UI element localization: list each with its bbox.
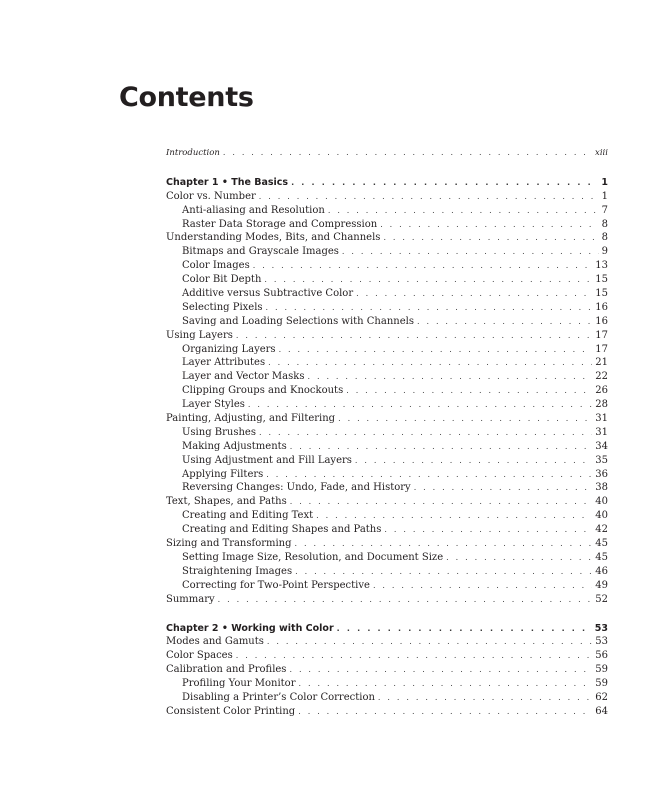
dot-leader bbox=[295, 565, 592, 579]
toc-page-number: 35 bbox=[595, 454, 608, 466]
toc-subentry[interactable] bbox=[166, 287, 608, 301]
toc-entry-label: Color Bit Depth bbox=[182, 274, 262, 286]
dot-leader bbox=[253, 259, 593, 273]
toc-entry-label: Raster Data Storage and Compression bbox=[182, 218, 378, 230]
toc-subentry[interactable] bbox=[166, 551, 608, 565]
dot-leader bbox=[337, 622, 592, 636]
dot-leader bbox=[328, 204, 599, 218]
toc-subentry[interactable] bbox=[166, 398, 608, 412]
dot-leader bbox=[298, 705, 592, 719]
toc-page-number: 15 bbox=[595, 288, 608, 300]
dot-leader bbox=[355, 454, 592, 468]
page-title: Contents bbox=[119, 82, 254, 113]
chapter-2-entries bbox=[166, 635, 608, 718]
toc-entry-label: Text, Shapes, and Paths bbox=[166, 496, 287, 508]
toc-page-number: 7 bbox=[601, 204, 608, 216]
toc-subentry[interactable] bbox=[166, 565, 608, 579]
dot-leader bbox=[264, 273, 592, 287]
toc-entry-label: Calibration and Profiles bbox=[166, 664, 287, 676]
dot-leader bbox=[380, 218, 598, 232]
toc-entry-label: Layer and Vector Masks bbox=[182, 371, 305, 383]
toc-page-number: 52 bbox=[595, 593, 608, 605]
dot-leader bbox=[346, 384, 592, 398]
toc-subentry[interactable] bbox=[166, 245, 608, 259]
toc-entry-label: Organizing Layers bbox=[182, 343, 276, 355]
toc-page-number: 34 bbox=[595, 440, 608, 452]
toc-entry[interactable] bbox=[166, 329, 608, 343]
toc-entry-label: Creating and Editing Shapes and Paths bbox=[182, 524, 382, 536]
toc-entry-label: Clipping Groups and Knockouts bbox=[182, 385, 344, 397]
toc-entry-label: Using Adjustment and Fill Layers bbox=[182, 454, 352, 466]
toc-subentry[interactable] bbox=[166, 440, 608, 454]
toc-page-number: 1 bbox=[601, 190, 608, 202]
toc-page-number: 16 bbox=[595, 301, 608, 313]
toc-subentry[interactable] bbox=[166, 301, 608, 315]
toc-subentry[interactable] bbox=[166, 677, 608, 691]
toc-entry-label: Correcting for Two-Point Perspective bbox=[182, 579, 370, 591]
dot-leader bbox=[279, 343, 593, 357]
dot-leader bbox=[266, 301, 593, 315]
dot-leader bbox=[290, 495, 593, 509]
dot-leader bbox=[236, 649, 593, 663]
toc-page-number: 53 bbox=[594, 622, 608, 634]
dot-leader bbox=[291, 176, 598, 190]
toc-entry-label: Modes and Gamuts bbox=[166, 636, 264, 648]
toc-subentry[interactable] bbox=[166, 384, 608, 398]
toc-page-number: 45 bbox=[595, 538, 608, 550]
chapter-title: Chapter 2 • Working with Color bbox=[166, 622, 334, 634]
toc-page-number: 56 bbox=[595, 650, 608, 662]
toc-introduction[interactable] bbox=[166, 146, 608, 160]
dot-leader bbox=[307, 370, 592, 384]
toc-page-number: 1 bbox=[601, 176, 608, 188]
toc-entry-label: Understanding Modes, Bits, and Channels bbox=[166, 232, 381, 244]
table-of-contents bbox=[166, 146, 608, 719]
toc-entry-label: Applying Filters bbox=[182, 468, 264, 480]
toc-entry-label: Painting, Adjusting, and Filtering bbox=[166, 413, 336, 425]
dot-leader bbox=[384, 523, 592, 537]
toc-page-number: 26 bbox=[595, 385, 608, 397]
toc-entry-label: Disabling a Printer’s Color Correction bbox=[182, 691, 375, 703]
toc-page-number: 40 bbox=[595, 510, 608, 522]
toc-subentry[interactable] bbox=[166, 343, 608, 357]
dot-leader bbox=[417, 315, 592, 329]
dot-leader bbox=[267, 635, 592, 649]
toc-entry[interactable] bbox=[166, 663, 608, 677]
toc-page-number: 8 bbox=[601, 232, 608, 244]
toc-subentry[interactable] bbox=[166, 509, 608, 523]
toc-entry-label: Profiling Your Monitor bbox=[182, 678, 296, 690]
toc-page-number: 13 bbox=[595, 260, 608, 272]
toc-page-number: xiii bbox=[595, 148, 608, 158]
toc-entry-label: Reversing Changes: Undo, Fade, and History bbox=[182, 482, 411, 494]
dot-leader bbox=[223, 146, 592, 160]
toc-page-number: 28 bbox=[595, 399, 608, 411]
dot-leader bbox=[446, 551, 592, 565]
toc-entry-label: Creating and Editing Text bbox=[182, 510, 314, 522]
toc-page-number: 15 bbox=[595, 274, 608, 286]
toc-page-number: 42 bbox=[595, 524, 608, 536]
toc-entry-label: Additive versus Subtractive Color bbox=[182, 288, 354, 300]
toc-page-number: 31 bbox=[595, 413, 608, 425]
toc-subentry[interactable] bbox=[166, 579, 608, 593]
toc-entry[interactable] bbox=[166, 495, 608, 509]
toc-entry-label: Color Images bbox=[182, 260, 250, 272]
toc-chapter-1-heading[interactable] bbox=[166, 176, 608, 190]
toc-entry-label: Setting Image Size, Resolution, and Document Size bbox=[182, 551, 444, 563]
toc-page-number: 64 bbox=[595, 705, 608, 717]
toc-subentry[interactable] bbox=[166, 218, 608, 232]
toc-chapter-2-heading[interactable] bbox=[166, 622, 608, 636]
toc-subentry[interactable] bbox=[166, 691, 608, 705]
section-spacer bbox=[166, 160, 608, 176]
toc-page-number: 17 bbox=[595, 329, 608, 341]
toc-page-number: 17 bbox=[595, 343, 608, 355]
toc-subentry[interactable] bbox=[166, 481, 608, 495]
dot-leader bbox=[295, 537, 593, 551]
toc-entry-label: Straightening Images bbox=[182, 565, 293, 577]
dot-leader bbox=[338, 412, 592, 426]
toc-page-number: 46 bbox=[595, 565, 608, 577]
dot-leader bbox=[383, 231, 598, 245]
dot-leader bbox=[378, 691, 592, 705]
toc-entry-label: Introduction bbox=[166, 148, 220, 158]
toc-page-number: 16 bbox=[595, 315, 608, 327]
toc-subentry[interactable] bbox=[166, 426, 608, 440]
toc-subentry[interactable] bbox=[166, 204, 608, 218]
toc-page-number: 59 bbox=[595, 678, 608, 690]
dot-leader bbox=[236, 329, 592, 343]
toc-subentry[interactable] bbox=[166, 315, 608, 329]
toc-page-number: 49 bbox=[595, 579, 608, 591]
toc-entry-label: Layer Attributes bbox=[182, 357, 266, 369]
toc-entry-label: Selecting Pixels bbox=[182, 301, 263, 313]
toc-subentry[interactable] bbox=[166, 259, 608, 273]
toc-page-number: 22 bbox=[595, 371, 608, 383]
dot-leader bbox=[266, 468, 592, 482]
toc-entry-label: Consistent Color Printing bbox=[166, 705, 296, 717]
chapter-1-entries bbox=[166, 190, 608, 607]
toc-entry[interactable] bbox=[166, 537, 608, 551]
toc-entry[interactable] bbox=[166, 593, 608, 607]
toc-entry[interactable] bbox=[166, 231, 608, 245]
toc-page-number: 31 bbox=[595, 426, 608, 438]
toc-page-number: 8 bbox=[601, 218, 608, 230]
toc-entry-label: Sizing and Transforming bbox=[166, 538, 292, 550]
toc-subentry[interactable] bbox=[166, 356, 608, 370]
toc-subentry[interactable] bbox=[166, 468, 608, 482]
dot-leader bbox=[299, 677, 593, 691]
toc-entry[interactable] bbox=[166, 705, 608, 719]
dot-leader bbox=[289, 663, 592, 677]
dot-leader bbox=[373, 579, 592, 593]
toc-page-number: 36 bbox=[595, 468, 608, 480]
toc-page-number: 53 bbox=[595, 636, 608, 648]
dot-leader bbox=[259, 190, 599, 204]
toc-entry-label: Using Layers bbox=[166, 329, 233, 341]
toc-entry-label: Bitmaps and Grayscale Images bbox=[182, 246, 339, 258]
toc-page-number: 59 bbox=[595, 664, 608, 676]
toc-subentry[interactable] bbox=[166, 523, 608, 537]
dot-leader bbox=[248, 398, 592, 412]
toc-entry-label: Saving and Loading Selections with Channels bbox=[182, 315, 414, 327]
toc-page-number: 62 bbox=[595, 691, 608, 703]
dot-leader bbox=[290, 440, 592, 454]
toc-entry-label: Summary bbox=[166, 593, 215, 605]
toc-entry-label: Color vs. Number bbox=[166, 190, 256, 202]
dot-leader bbox=[259, 426, 592, 440]
dot-leader bbox=[356, 287, 592, 301]
chapter-title: Chapter 1 • The Basics bbox=[166, 176, 289, 188]
toc-page-number: 40 bbox=[595, 496, 608, 508]
toc-entry-label: Layer Styles bbox=[182, 399, 245, 411]
toc-page-number: 38 bbox=[595, 482, 608, 494]
toc-page-number: 45 bbox=[595, 551, 608, 563]
toc-entry[interactable] bbox=[166, 635, 608, 649]
toc-subentry[interactable] bbox=[166, 454, 608, 468]
toc-entry-label: Using Brushes bbox=[182, 426, 256, 438]
toc-entry-label: Color Spaces bbox=[166, 650, 233, 662]
toc-entry-label: Anti-aliasing and Resolution bbox=[182, 204, 325, 216]
toc-page-number: 21 bbox=[595, 357, 608, 369]
toc-subentry[interactable] bbox=[166, 370, 608, 384]
toc-entry[interactable] bbox=[166, 190, 608, 204]
dot-leader bbox=[218, 593, 593, 607]
toc-entry-label: Making Adjustments bbox=[182, 440, 287, 452]
section-spacer bbox=[166, 607, 608, 622]
dot-leader bbox=[414, 481, 593, 495]
toc-entry[interactable] bbox=[166, 412, 608, 426]
dot-leader bbox=[316, 509, 592, 523]
toc-entry[interactable] bbox=[166, 649, 608, 663]
toc-page-number: 9 bbox=[601, 246, 608, 258]
toc-subentry[interactable] bbox=[166, 273, 608, 287]
dot-leader bbox=[268, 356, 592, 370]
dot-leader bbox=[342, 245, 599, 259]
